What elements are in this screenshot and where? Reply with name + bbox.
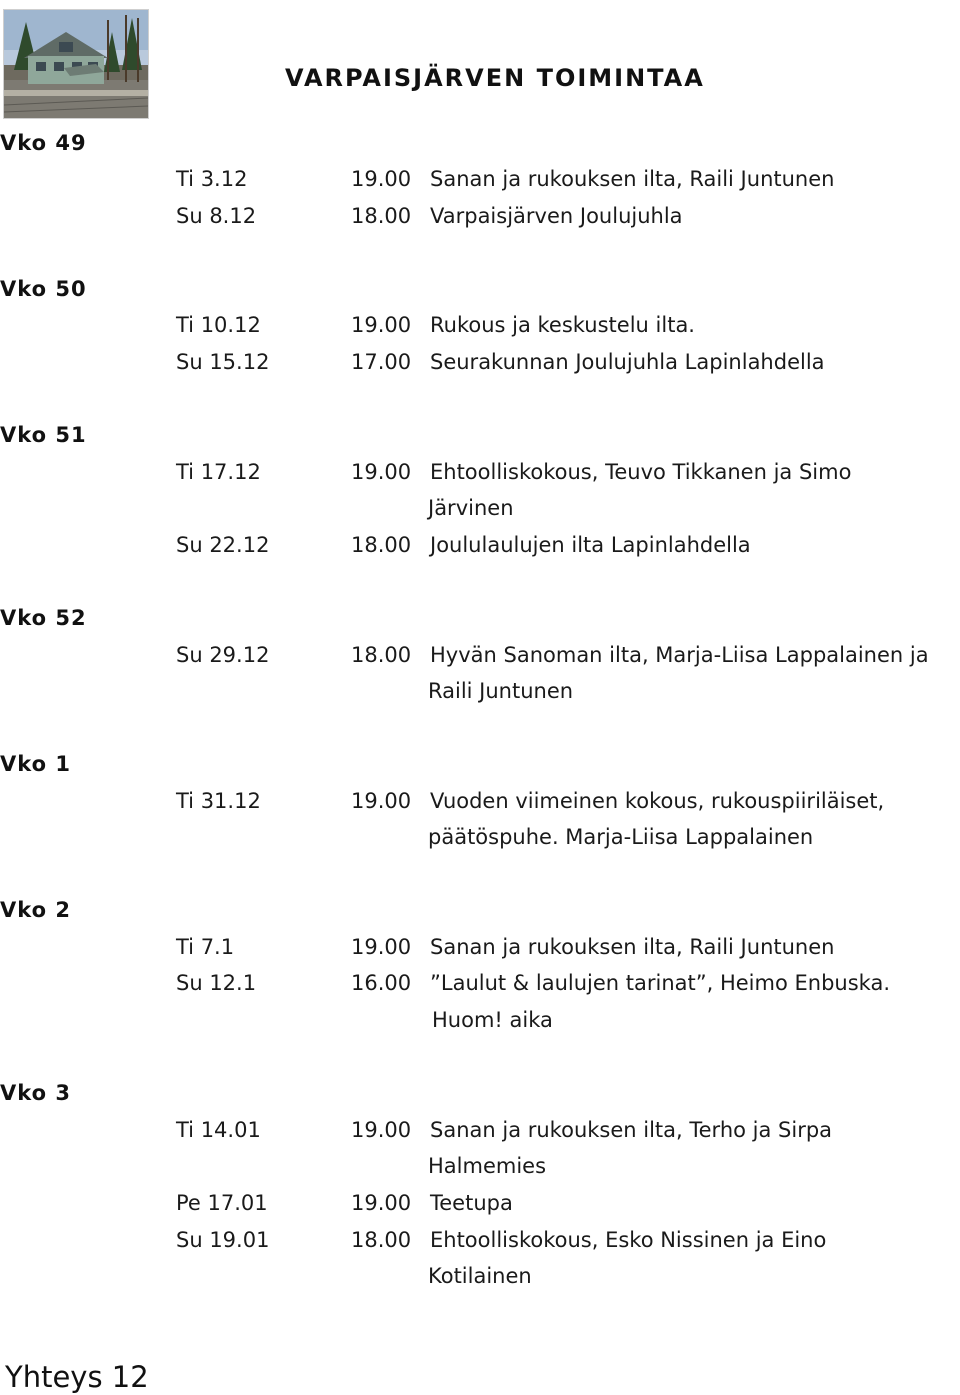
event-time: 19.00 bbox=[351, 789, 412, 813]
event-time: 18.00 bbox=[351, 643, 412, 667]
event-description: Varpaisjärven Joulujuhla bbox=[430, 204, 683, 228]
event-day: Ti 14.01 bbox=[176, 1118, 261, 1142]
event-description: Vuoden viimeinen kokous, rukouspiiriläiset, bbox=[430, 789, 885, 813]
event-day: Su 22.12 bbox=[176, 533, 270, 557]
week-heading: Vko 1 bbox=[0, 752, 72, 776]
event-time: 19.00 bbox=[351, 460, 412, 484]
week-heading: Vko 3 bbox=[0, 1081, 72, 1105]
event-description: Joululaulujen ilta Lapinlahdella bbox=[430, 533, 751, 557]
event-day: Su 8.12 bbox=[176, 204, 257, 228]
event-time: 16.00 bbox=[351, 971, 412, 995]
event-description-continued: päätöspuhe. Marja-Liisa Lappalainen bbox=[428, 825, 814, 849]
event-time: 19.00 bbox=[351, 1118, 412, 1142]
event-description: Sanan ja rukouksen ilta, Terho ja Sirpa bbox=[430, 1118, 833, 1142]
event-description: Teetupa bbox=[430, 1191, 513, 1215]
event-description: Rukous ja keskustelu ilta. bbox=[430, 313, 695, 337]
event-description: Seurakunnan Joulujuhla Lapinlahdella bbox=[430, 350, 825, 374]
event-description: Sanan ja rukouksen ilta, Raili Juntunen bbox=[430, 167, 835, 191]
event-time: 18.00 bbox=[351, 1228, 412, 1252]
event-description: Sanan ja rukouksen ilta, Raili Juntunen bbox=[430, 935, 835, 959]
event-day: Su 15.12 bbox=[176, 350, 270, 374]
event-day: Pe 17.01 bbox=[176, 1191, 268, 1215]
event-description-continued: Halmemies bbox=[428, 1154, 547, 1178]
event-time: 18.00 bbox=[351, 533, 412, 557]
event-time: 19.00 bbox=[351, 167, 412, 191]
event-description-continued: Järvinen bbox=[428, 496, 514, 520]
event-time: 17.00 bbox=[351, 350, 412, 374]
event-day: Ti 31.12 bbox=[176, 789, 261, 813]
event-time: 18.00 bbox=[351, 204, 412, 228]
event-description-continued: Huom! aika bbox=[432, 1008, 553, 1032]
event-day: Su 19.01 bbox=[176, 1228, 270, 1252]
event-day: Ti 3.12 bbox=[176, 167, 248, 191]
event-description: ”Laulut & laulujen tarinat”, Heimo Enbuska. bbox=[430, 971, 890, 995]
week-heading: Vko 50 bbox=[0, 277, 87, 301]
event-day: Ti 17.12 bbox=[176, 460, 261, 484]
event-description: Ehtoolliskokous, Esko Nissinen ja Eino bbox=[430, 1228, 827, 1252]
week-heading: Vko 49 bbox=[0, 131, 87, 155]
house-photo-icon bbox=[3, 9, 149, 119]
event-day: Ti 10.12 bbox=[176, 313, 261, 337]
event-description: Hyvän Sanoman ilta, Marja-Liisa Lappalainen ja bbox=[430, 643, 929, 667]
event-description-continued: Kotilainen bbox=[428, 1264, 532, 1288]
page-footer: Yhteys 12 bbox=[5, 1360, 149, 1394]
event-time: 19.00 bbox=[351, 935, 412, 959]
event-day: Su 29.12 bbox=[176, 643, 270, 667]
week-heading: Vko 51 bbox=[0, 423, 87, 447]
page-title: VARPAISJÄRVEN TOIMINTAA bbox=[285, 64, 705, 92]
event-day: Ti 7.1 bbox=[176, 935, 235, 959]
event-day: Su 12.1 bbox=[176, 971, 257, 995]
event-description: Ehtoolliskokous, Teuvo Tikkanen ja Simo bbox=[430, 460, 852, 484]
week-heading: Vko 52 bbox=[0, 606, 87, 630]
event-description-continued: Raili Juntunen bbox=[428, 679, 574, 703]
event-time: 19.00 bbox=[351, 1191, 412, 1215]
week-heading: Vko 2 bbox=[0, 898, 72, 922]
event-time: 19.00 bbox=[351, 313, 412, 337]
